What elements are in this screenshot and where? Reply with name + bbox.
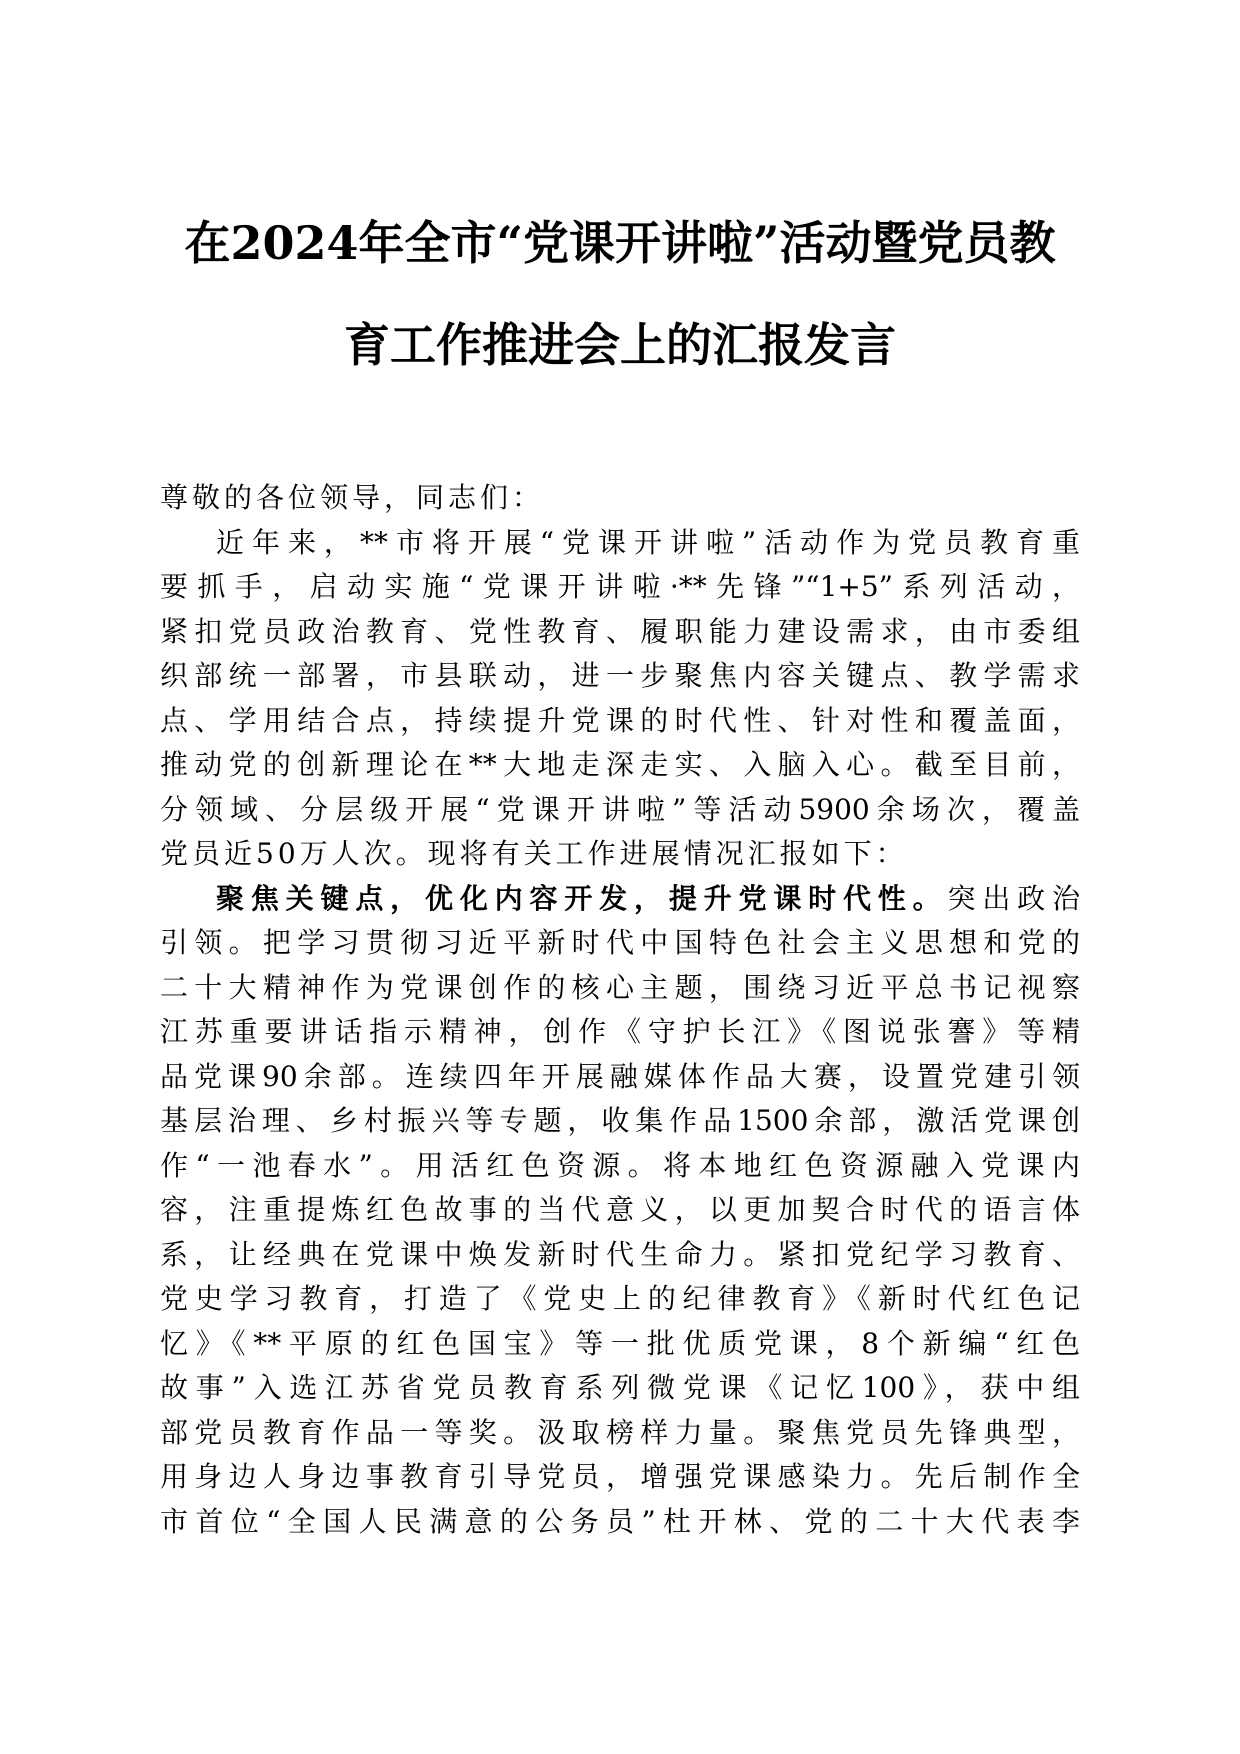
paragraph-line: 用身边人身边事教育引导党员，增强党课感染力。先后制作全: [160, 1460, 1080, 1493]
paragraph-line: 推动党的创新理论在**大地走深走实、入脑入心。截至目前，: [160, 748, 1080, 781]
paragraph-line: 二十大精神作为党课创作的核心主题，围绕习近平总书记视察: [160, 970, 1080, 1004]
section-heading: 聚焦关键点，优化内容开发，提升党课时代性。: [216, 881, 948, 915]
paragraph-line: 织部统一部署，市县联动，进一步聚焦内容关键点、教学需求: [160, 659, 1080, 692]
paragraph-line: 系，让经典在党课中焕发新时代生命力。紧扣党纪学习教育、: [160, 1237, 1080, 1271]
document-title: [150, 216, 1090, 372]
paragraph-line: 引领。把学习贯彻习近平新时代中国特色社会主义思想和党的: [160, 926, 1080, 959]
title-line-1: 在2024年全市“党课开讲啦”活动暨党员教: [184, 216, 1056, 270]
paragraph-line: 紧扣党员政治教育、党性教育、履职能力建设需求，由市委组: [160, 614, 1080, 648]
salutation: 尊敬的各位领导，同志们：: [160, 481, 545, 514]
paragraph-line: 市首位“全国人民满意的公务员”杜开林、党的二十大代表李: [160, 1504, 1080, 1538]
paragraph-line: 故事”入选江苏省党员教育系列微党课《记忆100》，获中组: [160, 1371, 1080, 1404]
paragraph-line: 点、学用结合点，持续提升党课的时代性、针对性和覆盖面，: [160, 703, 1080, 737]
paragraph-line: 分领域、分层级开展“党课开讲啦”等活动5900余场次，覆盖: [160, 792, 1080, 826]
paragraph-line: 党员近50万人次。现将有关工作进展情况汇报如下：: [160, 837, 908, 870]
paragraph-line: 部党员教育作品一等奖。汲取榜样力量。聚焦党员先锋典型，: [160, 1415, 1080, 1449]
paragraph-line-with-lead: [160, 877, 1080, 922]
paragraph-line: 江苏重要讲话指示精神，创作《守护长江》《图说张謇》等精: [160, 1015, 1080, 1048]
paragraph-line: 基层治理、乡村振兴等专题，收集作品1500余部，激活党课创: [160, 1104, 1080, 1137]
document-body: [160, 476, 1080, 1544]
paragraph-2: [160, 877, 1080, 1545]
paragraph-text: 突出政治: [947, 881, 1080, 915]
paragraph-line: 作“一池春水”。用活红色资源。将本地红色资源融入党课内: [160, 1148, 1080, 1182]
paragraph-line: 品党课90余部。连续四年开展融媒体作品大赛，设置党建引领: [160, 1059, 1080, 1093]
paragraph-line: 近年来，**市将开展“党课开讲啦”活动作为党员教育重: [216, 525, 1080, 559]
paragraph-line: 党史学习教育，打造了《党史上的纪律教育》《新时代红色记: [160, 1282, 1080, 1315]
title-line-2: 育工作推进会上的汇报发言: [344, 318, 896, 372]
paragraph-line: 忆》《**平原的红色国宝》等一批优质党课，8个新编“红色: [160, 1326, 1080, 1360]
paragraph-line: 要抓手，启动实施“党课开讲啦·**先锋”“1+5”系列活动，: [160, 570, 1080, 603]
paragraph-line: 容，注重提炼红色故事的当代意义，以更加契合时代的语言体: [160, 1193, 1080, 1226]
paragraph-1: [160, 521, 1080, 877]
